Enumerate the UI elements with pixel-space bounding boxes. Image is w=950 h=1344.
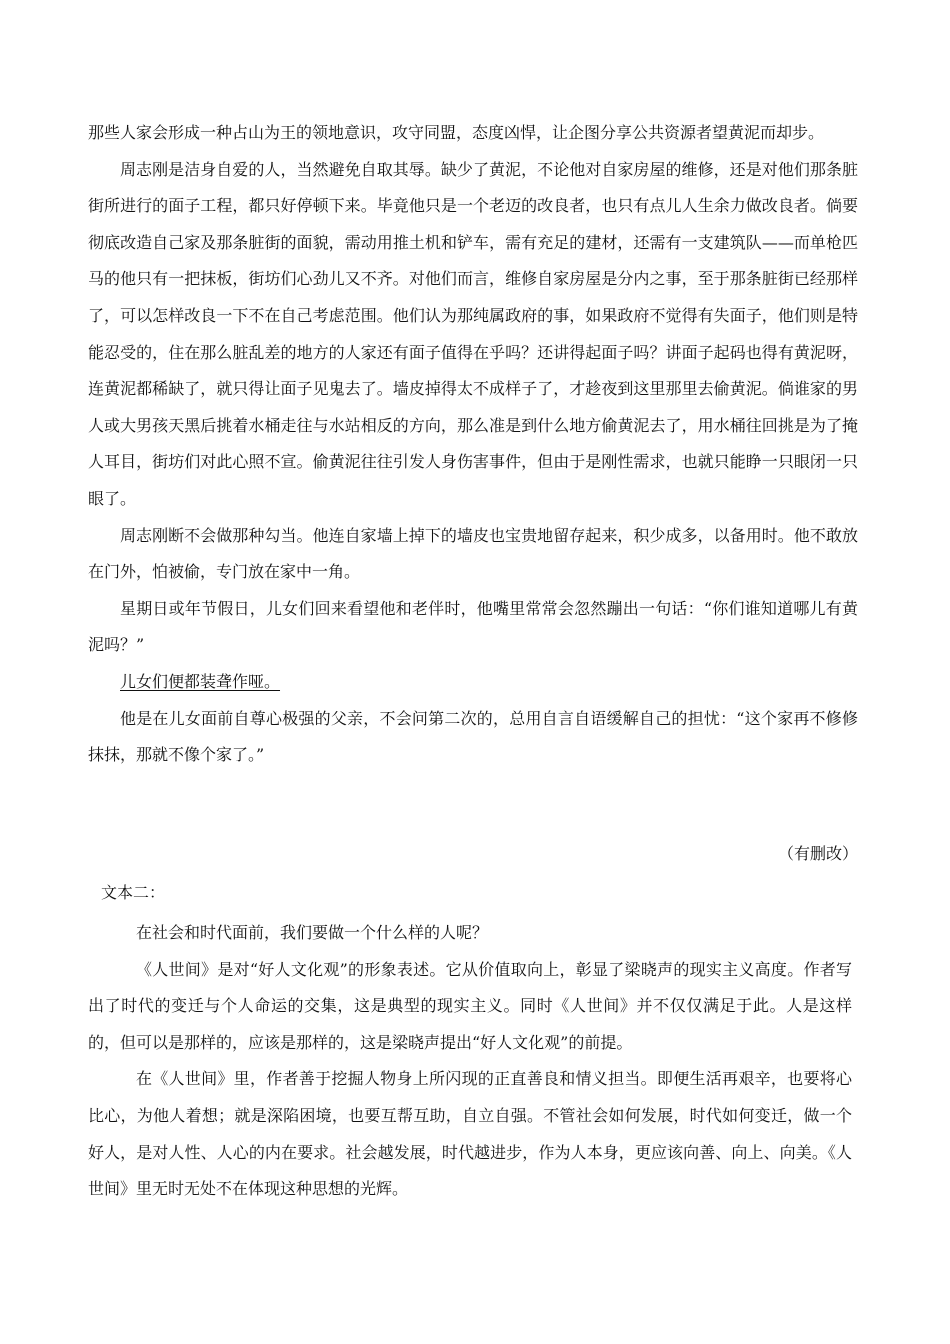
text-two-paragraph-0: 在社会和时代面前，我们要做一个什么样的人呢？	[136, 923, 489, 942]
text-two-body	[88, 915, 852, 1208]
text-one-paragraph-5: 他是在儿女面前自尊心极强的父亲，不会问第二次的，总用自言自语缓解自己的担忧：“这个家再不修修抹抹，那就不像个家了。”	[88, 708, 858, 765]
text-one-paragraph-3: 星期日或年节假日，儿女们回来看望他和老伴时，他嘴里常常会忽然蹦出一句话：“你们谁知道哪儿有黄泥吗？”	[88, 598, 858, 655]
text-one-paragraph-0: 那些人家会形成一种占山为王的领地意识，攻守同盟，态度凶悍，让企图分享公共资源者望黄泥而却步。	[88, 123, 825, 142]
underlined-sentence: 儿女们便都装聋作哑。	[120, 671, 281, 691]
text-one-paragraph-4	[88, 664, 858, 701]
text-two-paragraph-2: 在《人世间》里，作者善于挖掘人物身上所闪现的正直善良和情义担当。即便生活再艰辛，也要将心比心，为他人着想；就是深陷困境，也要互帮互助，自立自强。不管社会如何发展，时代如何变迁，做一个好人，是对人性、人心的内在要求。社会越发展，时代越进步，作为人本身，更应该向善、向上、向美。《人世间》里无时无处不在体现这种思想的光辉。	[88, 1069, 852, 1199]
source-note: （有删改）	[777, 844, 858, 863]
text-two-paragraph-1: 《人世间》是对“好人文化观”的形象表述。它从价值取向上，彰显了梁晓声的现实主义高度。作者写出了时代的变迁与个人命运的交集，这是典型的现实主义。同时《人世间》并不仅仅满足于此。人是这样的，但可以是那样的，应该是那样的，这是梁晓声提出“好人文化观”的前提。	[88, 959, 852, 1052]
text-one-paragraph-1: 周志刚是洁身自爱的人，当然避免自取其辱。缺少了黄泥，不论他对自家房屋的维修，还是对他们那条脏街所进行的面子工程，都只好停顿下来。毕竟他只是一个老迈的改良者，也只有点儿人生余力做改良者。倘要彻底改造自己家及那条脏街的面貌，需动用推土机和铲车，需有充足的建材，还需有一支建筑队——而单枪匹马的他只有一把抹板，街坊们心劲儿又不齐。对他们而言，维修自家房屋是分内之事，至于那条脏街已经那样了，可以怎样改良一下不在自己考虑范围。他们认为那纯属政府的事，如果政府不觉得有失面子，他们则是特能忍受的，住在那么脏乱差的地方的人家还有面子值得在乎吗？还讲得起面子吗？讲面子起码也得有黄泥呀，连黄泥都稀缺了，就只得让面子见鬼去了。墙皮掉得太不成样子了，才趁夜到这里那里去偷黄泥。倘谁家的男人或大男孩天黑后挑着水桶走往与水站相反的方向，那么准是到什么地方偷黄泥去了，用水桶往回挑是为了掩人耳目，街坊们对此心照不宣。偷黄泥往往引发人身伤害事件，但由于是刚性需求，也就只能睁一只眼闭一只眼了。	[88, 159, 858, 508]
text-one-paragraph-2: 周志刚断不会做那种勾当。他连自家墙上掉下的墙皮也宝贵地留存起来，积少成多，以备用时。他不敢放在门外，怕被偷，专门放在家中一角。	[88, 525, 858, 582]
text-two-label: 文本二：	[101, 883, 166, 902]
text-one-body	[88, 115, 858, 774]
